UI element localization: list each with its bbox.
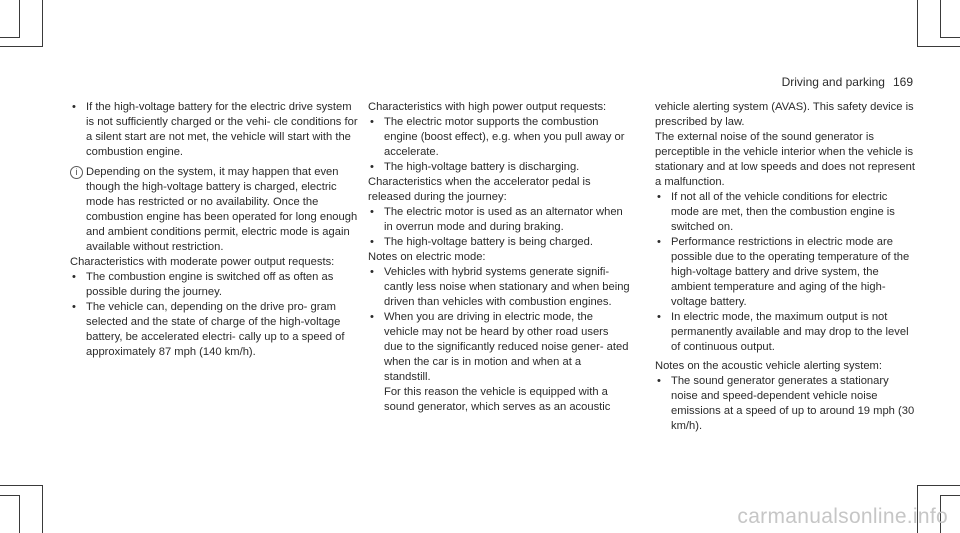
paragraph-heading: Characteristics with moderate power output requests:: [70, 256, 335, 268]
running-header: [782, 75, 913, 90]
crop-mark: [19, 495, 20, 533]
crop-mark: [940, 37, 960, 38]
list-item: • Vehicles with hybrid systems generate signifi- cantly less noise when stationary and when being driven than vehicles with combustion engines.: [368, 265, 630, 310]
paragraph: vehicle alerting system (AVAS). This safety device is prescribed by law.: [655, 101, 914, 128]
crop-mark: [0, 46, 43, 47]
list-item: • The high-voltage battery is discharging.: [368, 160, 630, 175]
watermark: carmanualsonline.info: [737, 505, 948, 528]
list-item: • The electric motor supports the combustion engine (boost effect), e.g. when you pull away or accelerate.: [368, 115, 630, 160]
section-title: Driving and parking: [781, 75, 885, 89]
paragraph-heading: Characteristics when the accelerator pedal is released during the journey:: [368, 176, 591, 203]
list-item: • If the high-voltage battery for the electric drive system is not sufficiently charged or the vehi- cle conditions for a silent start are not met, the vehicle will start with the combustion engine.: [70, 100, 360, 160]
list-item: • The electric motor is used as an alternator when in overrun mode and during braking.: [368, 205, 630, 235]
list-item: • Performance restrictions in electric mode are possible due to the operating temperature of the high-voltage battery and drive system, the ambient temperature and aging of the high- voltage battery.: [655, 235, 917, 310]
crop-mark: [0, 37, 20, 38]
list-item: • The sound generator generates a stationary noise and speed-dependent vehicle noise emissions at a speed of up to around 19 mph (30 km/h).: [655, 374, 917, 434]
paragraph-heading: Characteristics with high power output requests:: [368, 101, 607, 113]
list-item: • The high-voltage battery is being charged.: [368, 235, 630, 250]
crop-mark: [42, 0, 43, 47]
crop-mark: [42, 485, 43, 533]
column-right: [655, 100, 917, 434]
crop-mark: [917, 0, 918, 47]
crop-mark: [19, 0, 20, 38]
page-number: 169: [892, 75, 913, 89]
crop-mark: [0, 495, 20, 496]
paragraph-heading: Notes on the acoustic vehicle alerting system:: [655, 360, 882, 372]
column-middle: [368, 100, 630, 415]
list-item: • In electric mode, the maximum output is not permanently available and may drop to the level of continuous output.: [655, 310, 917, 355]
list-item: • If not all of the vehicle conditions for electric mode are met, then the combustion engine is switched on.: [655, 190, 917, 235]
list-item: • The combustion engine is switched off as often as possible during the journey.: [70, 270, 360, 300]
info-note-text: Depending on the system, it may happen that even though the high-voltage battery is charged, electric mode has restricted or no availability. Once the combustion engine has been operated for long enough and ambient conditions permit, electric mode is again available without restriction.: [86, 166, 358, 253]
crop-mark: [940, 495, 960, 496]
paragraph: The external noise of the sound generator is perceptible in the vehicle interior when the vehicle is stationary and at low speeds and does not represent a malfunction.: [655, 131, 915, 188]
crop-mark: [940, 0, 941, 38]
crop-mark: [0, 485, 43, 486]
paragraph: For this reason the vehicle is equipped with a sound generator, which serves as an acoustic: [384, 386, 611, 413]
info-note: [70, 165, 360, 255]
info-icon: i: [70, 166, 83, 179]
crop-mark: [917, 46, 960, 47]
list-item: • The vehicle can, depending on the drive pro- gram selected and the state of charge of the high-voltage battery, be accelerated electri- cally up to a speed of approximately 87 mph (140 km/h).: [70, 300, 360, 360]
crop-mark: [917, 485, 960, 486]
column-left: [70, 100, 360, 360]
list-item: • When you are driving in electric mode, the vehicle may not be heard by other road users due to the significantly reduced noise gener- ated when the car is in motion and when at a standstill.: [368, 310, 630, 385]
paragraph-heading: Notes on electric mode:: [368, 251, 486, 263]
